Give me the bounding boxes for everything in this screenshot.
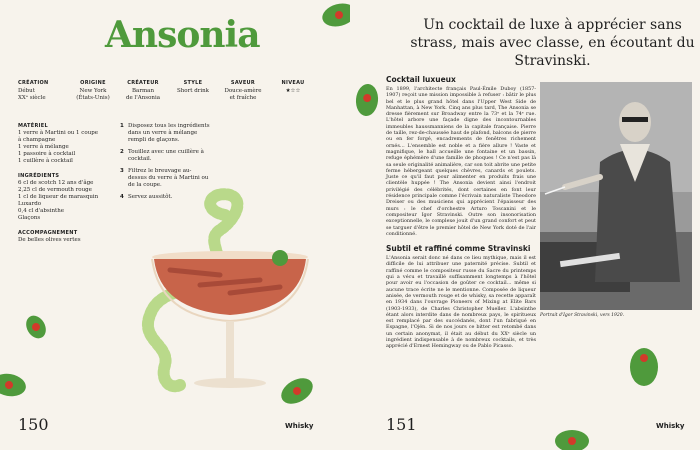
page-number: 150 <box>18 415 49 434</box>
materiel-heading: MATÉRIEL <box>18 123 48 129</box>
category-label: Whisky <box>656 422 685 430</box>
category-label: Whisky <box>285 422 314 430</box>
meta-niveau: NIVEAU ★☆☆ <box>268 80 318 102</box>
olive-icon <box>320 0 350 30</box>
section-heading: Subtil et raffiné comme Stravinski <box>386 244 531 254</box>
difficulty-stars: ★☆☆ <box>285 88 301 94</box>
article-body <box>386 75 536 350</box>
section-text: L'Ansonia serait donc né dans ce lieu mythique, mais il est difficile de lui attribuer une paternité précise. Subtil et raffiné comme le compositeur russe du Sacre du printemps qui a vécu et travaillé suffisamment longtemps à l'hôtel pour avoir eu l'occasion de goûter ce cocktail… même si aucune trace écrite ne le mentionne. Composée de liqueur anisée, de vermouth rouge et de whisky, sa recette apparaît en 1934 dans l'ouvrage Pioneers of Mixing at Elite Bars (1903-1933), de Charles Christopher Mueller. L'absinthe étant alors interdite dans de nombreux pays, le spiritueux est remplacé par des succédanés, dont l'un fabriqué en Espagne, l'Ojén. Si de nos jours ce bitter est retombé dans un certain anonymat, il était au début du XXᵉ siècle un ingrédient indispensable à de nombreux cocktails, et très apprécié d'Ernest Hemingway ou de Pablo Picasso. <box>386 255 536 350</box>
accompagnement-heading: ACCOMPAGNEMENT <box>18 230 78 236</box>
meta-style: STYLE Short drink <box>177 80 209 94</box>
step-item: 4 Servez aussitôt. <box>120 194 173 200</box>
recipe-meta <box>18 80 318 102</box>
ingredients-heading: INGRÉDIENTS <box>18 173 60 179</box>
olive-icon <box>630 348 658 386</box>
photo-caption: Portrait d'Igor Stravinski, vers 1920. <box>540 313 625 318</box>
meta-saveur: SAVEUR Douce-amère et fraîche <box>224 80 262 101</box>
olive-icon <box>0 371 28 399</box>
section-heading: Cocktail luxueux <box>386 75 456 84</box>
article-headline: Un cocktail de luxe à apprécier sans strass, mais avec classe, en écoutant du Stravinski. <box>410 17 695 69</box>
olive-icon <box>555 430 589 450</box>
olive-icon <box>355 83 380 117</box>
cocktail-title: Ansonia <box>105 14 260 56</box>
page-number: 151 <box>386 415 417 434</box>
cocktail-glass-illustration <box>130 175 330 405</box>
meta-origine: ORIGINE New York (États-Unis) <box>76 80 110 101</box>
ingredients-column: MATÉRIEL 1 verre à Martini ou 1 coupe à champagne 1 verre à mélange 1 passoire à cocktail 1 cuillère à cocktail INGRÉDIENTS 6 cl de scotch 12 ans d'âge 2,25 cl de vermouth rouge 1 cl de liqueur de marasquin Luxardo 0,4 cl d'absinthe Glaçons ACCOMPAGNEMENT De belles olives vertes <box>18 123 118 244</box>
step-item: 3 Filtrez le breuvage au-dessus du verre à Martini ou de la coupe. <box>120 168 209 188</box>
right-page <box>350 0 700 450</box>
step-item: 2 Touillez avec une cuillère à cocktail. <box>120 149 204 162</box>
step-item: 1 Disposez tous les ingrédients dans un verre à mélange rempli de glaçons. <box>120 123 210 143</box>
olive-icon <box>22 312 50 342</box>
meta-creation: CRÉATION Début XXᵉ siècle <box>18 80 49 101</box>
stravinski-photo <box>540 82 692 310</box>
section-text: En 1899, l'architecte français Paul-Émile Duboy (1857-1907) reçoit une mission impossible à refuser : bâtir le plus bel et le plus grand hôtel dans l'Upper West Side de Manhattan, à New York. Cinq ans plus tard, The Ansonia se dresse fièrement sur Broadway entre la 73ᵉ et la 74ᵉ rue. L'hôtel arbore une façade digne des incontournables immeubles haussmanniens de la capitale française. Pierre de taille, rez-de-chaussée haut de plafond, balcons de pierre ou en fer forgé, encadrements de fenêtres richement ornés… L'ensemble est noble et a fière allure ! Vaste et magnifique, le hall accueille une fontaine et un bassin, refuge éphémère d'une famille de phoques ! Ce n'est pas là sa seule originalité animalière, car son toit abrite une petite ferme hébergeant quelques chèvres, canards et poulets. Juste ce qu'il faut pour alimenter en produits frais une clientèle huppée ! The Ansonia devient ainsi l'endroit privilégié des célébrités, dont certaines en font leur résidence principale comme l'écrivain naturaliste Theodore Dreiser ou des musiciens qui apprécient l'épaisseur des murs : le chef d'orchestre Arturo Toscanini et le compositeur Igor Stravinski. Outre son insonorisation exceptionnelle, le complexe jouit d'un grand confort et peut se targuer d'être le premier hôtel de New York doté de l'air conditionné. <box>386 86 536 237</box>
meta-createur: CRÉATEUR Barman de l'Ansonia <box>125 80 161 101</box>
